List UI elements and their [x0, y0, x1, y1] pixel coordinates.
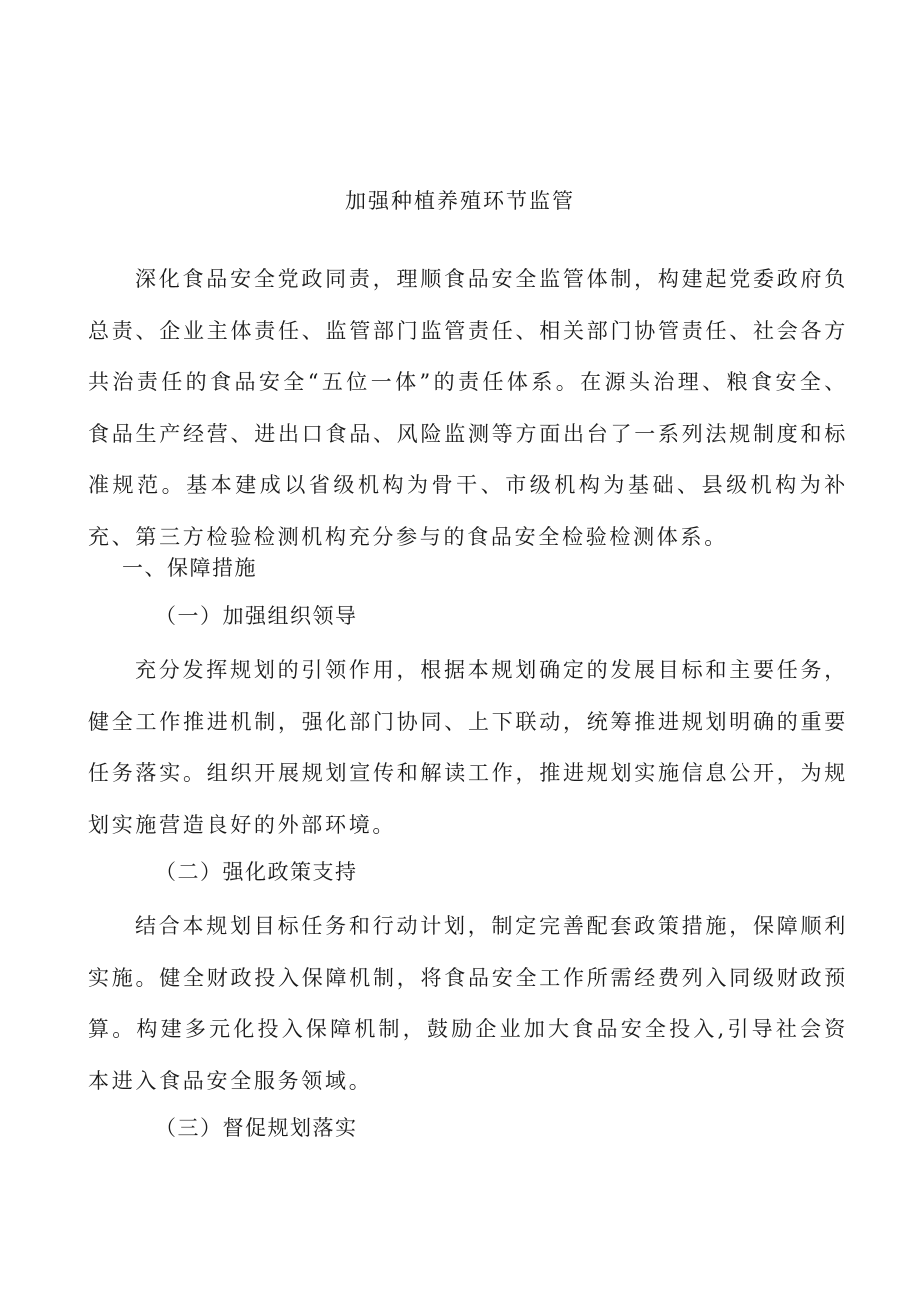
subsection-heading-2: （二）强化政策支持 — [155, 860, 358, 884]
section-heading: 一、保障措施 — [122, 556, 257, 580]
intro-paragraph: 深化食品安全党政同责，理顺食品安全监管体制，构建起党委政府负总责、企业主体责任、监管部门监管责任、相关部门协管责任、社会各方共治责任的食品安全“五位一体”的责任体系。在源头治理、粮食安全、食品生产经营、进出口食品、风险监测等方面出台了一系列法规制度和标准规范。基本建成以省级机构为骨干、市级机构为基础、县级机构为补充、第三方检验检测机构充分参与的食品安全检验检测体系。 — [88, 267, 848, 549]
subsection-paragraph-1: 充分发挥规划的引领作用，根据本规划确定的发展目标和主要任务，健全工作推进机制，强化部门协同、上下联动，统筹推进规划明确的重要任务落实。组织开展规划宣传和解读工作，推进规划实施信息公开，为规划实施营造良好的外部环境。 — [88, 658, 848, 837]
subsection-heading-1: （一）加强组织领导 — [155, 604, 358, 628]
document-title: 加强种植养殖环节监管 — [345, 189, 575, 213]
subsection-heading-3: （三）督促规划落实 — [155, 1116, 358, 1140]
subsection-paragraph-2: 结合本规划目标任务和行动计划，制定完善配套政策措施，保障顺利实施。健全财政投入保障机制，将食品安全工作所需经费列入同级财政预算。构建多元化投入保障机制，鼓励企业加大食品安全投入,引导社会资本进入食品安全服务领域。 — [88, 914, 848, 1093]
